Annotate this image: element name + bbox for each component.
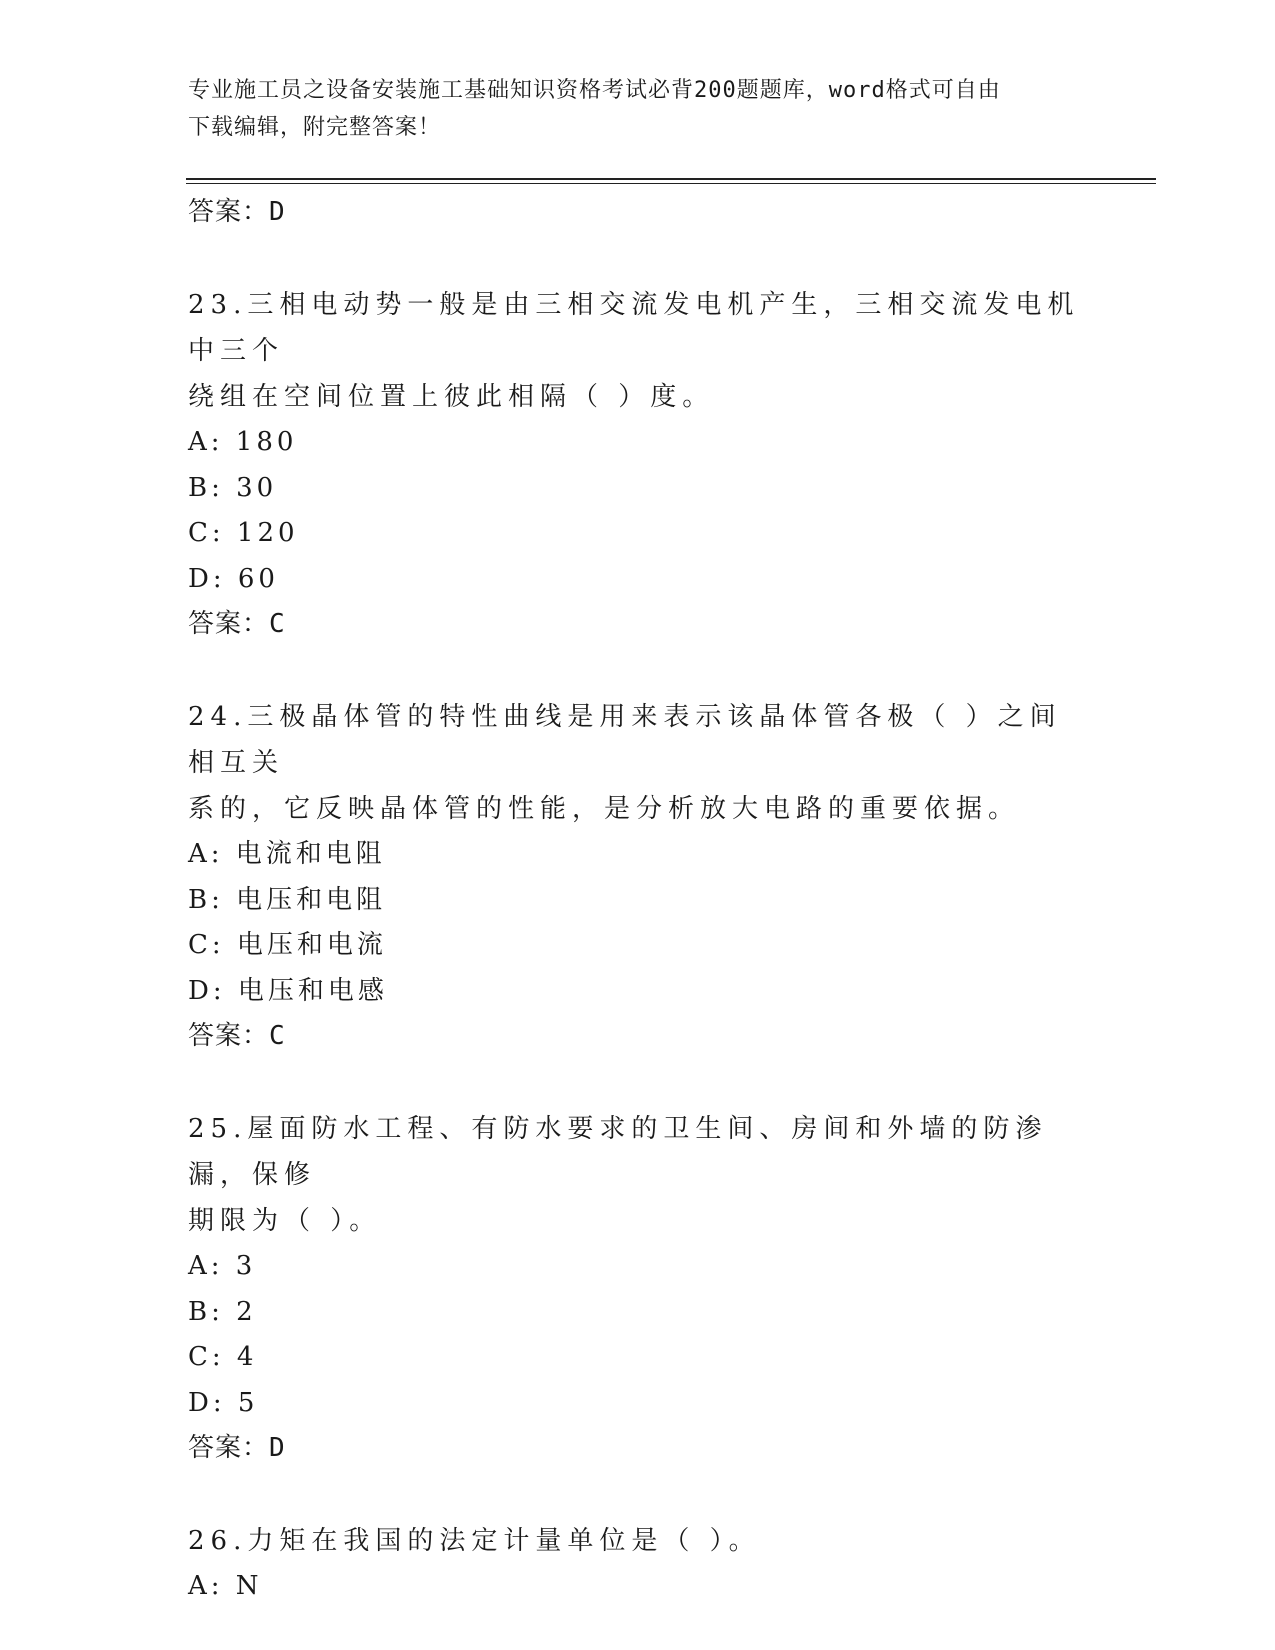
answer: 答案：C: [188, 609, 286, 639]
answer: 答案：D: [188, 1433, 286, 1463]
previous-answer: 答案：D: [188, 197, 286, 227]
option-c: C: 电压和电流: [188, 930, 387, 960]
option-a: A: 电流和电阻: [188, 839, 386, 869]
header-line-2: 下载编辑，附完整答案！: [188, 115, 442, 140]
header-divider-thin: [186, 183, 1156, 184]
header-line-1: 专业施工员之设备安装施工基础知识资格考试必背200题题库，word格式可自由: [188, 78, 1001, 103]
option-a: A: 3: [188, 1251, 257, 1281]
option-b: B: 2: [188, 1296, 257, 1327]
option-d: D: 5: [188, 1387, 259, 1418]
option-c: C: 4: [188, 1342, 258, 1372]
question-text: 25.屋面防水工程、有防水要求的卫生间、房间和外墙的防渗漏，保修 期限为（ ）。: [188, 1114, 1048, 1236]
question-item: [188, 1106, 1088, 1471]
option-d: D: 60: [188, 563, 279, 594]
question-item: [188, 282, 1088, 647]
option-a: A: N: [188, 1571, 263, 1601]
option-b: B: 30: [188, 472, 278, 503]
option-b: B: 电压和电阻: [188, 884, 387, 915]
answer: 答案：C: [188, 1021, 286, 1051]
question-text: 24.三极晶体管的特性曲线是用来表示该晶体管各极（ ）之间相互关 系的，它反映晶体管的性能，是分析放大电路的重要依据。: [188, 702, 1062, 824]
option-a: A: 180: [188, 427, 298, 457]
question-text: 26.力矩在我国的法定计量单位是（ ）。: [188, 1526, 761, 1556]
page-header: [188, 72, 1088, 146]
header-divider: [186, 178, 1156, 180]
question-text: 23.三相电动势一般是由三相交流发电机产生，三相交流发电机中三个 绕组在空间位置上彼此相隔（ ）度。: [188, 290, 1080, 412]
question-list: [188, 190, 1088, 1610]
question-item: [188, 1518, 1088, 1610]
option-d: D: 电压和电感: [188, 975, 388, 1006]
question-item: [188, 694, 1088, 1059]
option-c: C: 120: [188, 518, 299, 548]
